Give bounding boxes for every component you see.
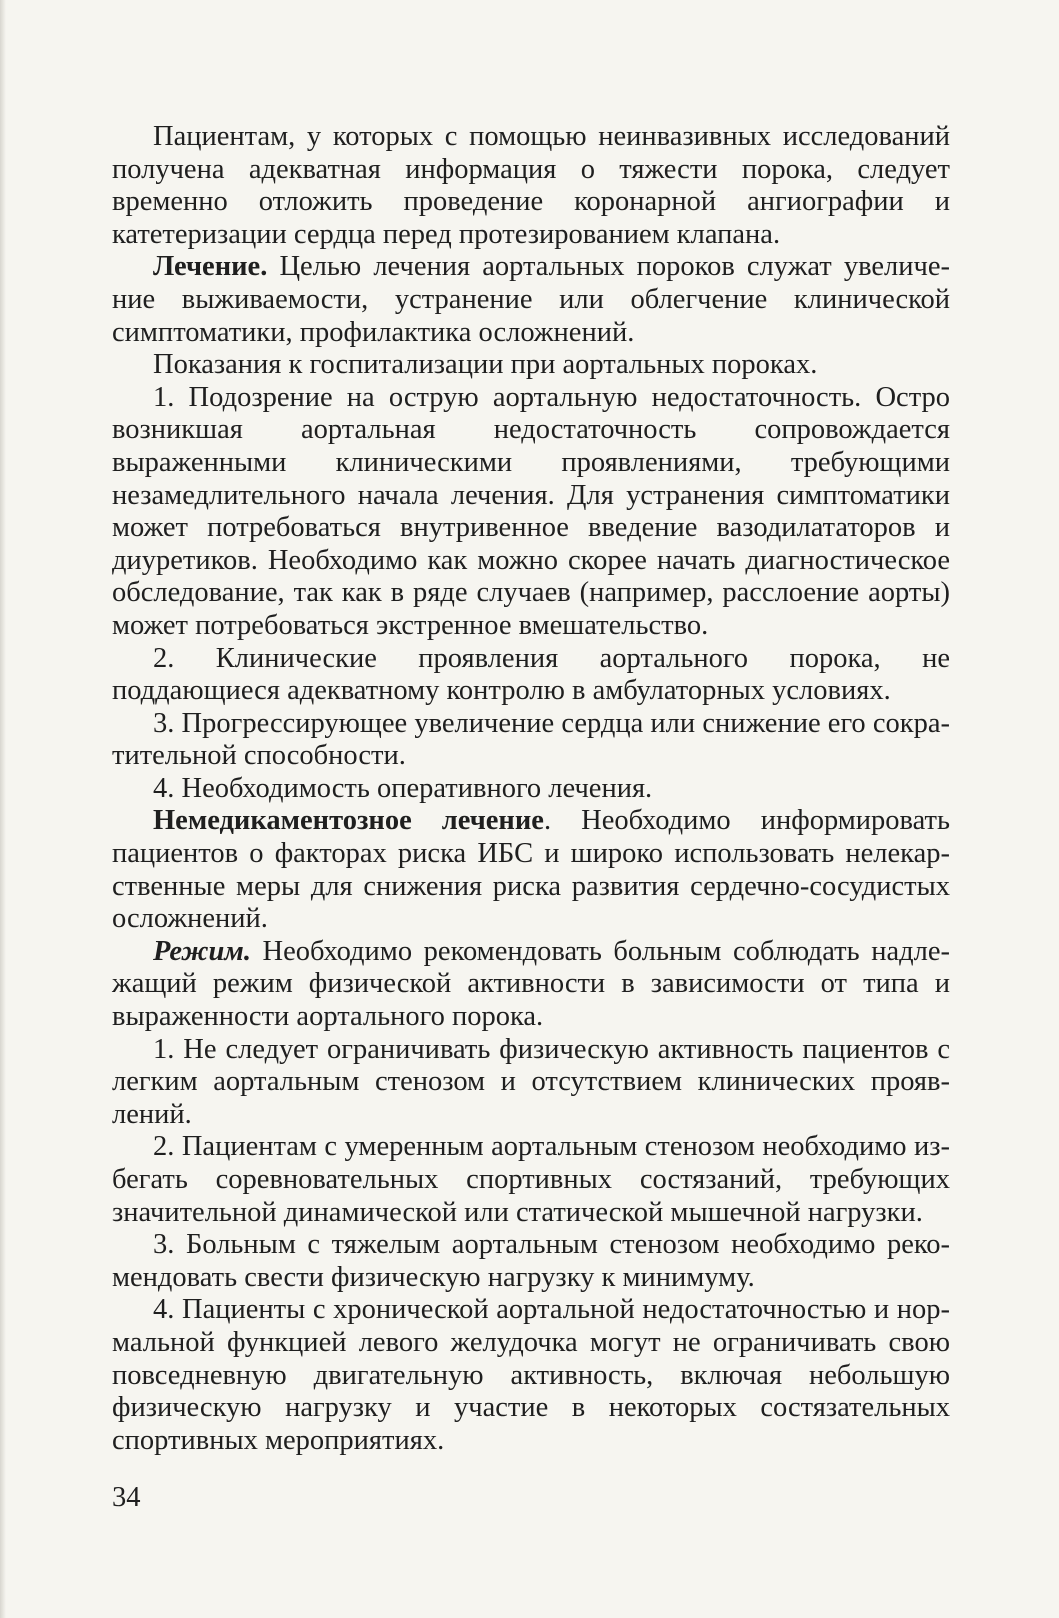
heading-treatment: Лечение. [153,251,268,283]
list-item-hospitalization-1: 1. Подозрение на острую аортальную недостаточность. Остро возникшая аортальная недостаточность сопровождается выраженными клиническими проявлениями, требующими незамедлительного начала лечения. Для устранения симптоматики может потребоваться внутривенное введение вазодилататоров и диуретиков. Необходимо как можно скорее начать диагностическое обследование, так как в ряде случаев (например, расслоение аорты) может потребоваться экстренное вмешательство. [112,381,950,641]
list-item-regimen-1: 1. Не следует ограничивать физическую активность пациентов с легким аортальным стенозом и отсутствием клинических проявлений. [112,1033,950,1130]
paragraph-regimen [112,936,950,1034]
paragraph-noninvasive: Пациентам, у которых с помощью неинвазивных исследований получена адекватная информация о тяжести порока, следует временно отложить проведение коронарной ангиографии и катетеризации сердца перед протезированием клапана. [112,121,950,250]
paragraph-non-drug-treatment [112,805,950,935]
list-item-hospitalization-2: 2. Клинические проявления аортального порока, не поддающиеся адекватному контролю в амбулаторных условиях. [112,642,950,707]
paragraph-treatment [112,251,950,349]
scan-edge [0,0,6,1618]
heading-non-drug-treatment: Немедикаментозное лечение [153,805,544,837]
paragraph-hospitalization-title: Показания к госпитализации при аортальных пороках. [153,349,818,381]
treatment-text: Целью лечения аортальных пороков служат увеличение выживаемости, устранение или облегчение клинической симптоматики, профилактика осложнений. [112,251,950,348]
page-body [112,121,950,1457]
page-number: 34 [112,1482,141,1513]
list-item-regimen-3: 3. Больным с тяжелым аортальным стенозом необходимо рекомендовать свести физическую нагрузку к минимуму. [112,1229,950,1293]
list-item-regimen-2: 2. Пациентам с умеренным аортальным стенозом необходимо избегать соревновательных спортивных состязаний, требующих значительной динамической или статической мышечной нагрузки. [112,1131,950,1228]
list-item-hospitalization-4: 4. Необходимость оперативного лечения. [153,772,653,804]
list-item-hospitalization-3: 3. Прогрессирующее увеличение сердца или снижение его сократительной способности. [112,707,950,772]
non-drug-treatment-text: . Необходимо информировать пациентов о факторах риска ИБС и широко использовать нелекарственные меры для снижения риска развития сердечно-сосудистых осложнений. [112,805,950,935]
heading-regimen: Режим. [153,935,251,967]
regimen-text: Необходимо рекомендовать больным соблюдать надлежащий режим физической активности в зависимости от типа и выраженности аортального порока. [112,935,950,1033]
list-item-regimen-4: 4. Пациенты с хронической аортальной недостаточностью и нормальной функцией левого желудочка могут не ограничивать свою повседневную двигательную активность, включая небольшую физическую нагрузку и участие в некоторых состязательных спортивных мероприятиях. [112,1294,950,1456]
